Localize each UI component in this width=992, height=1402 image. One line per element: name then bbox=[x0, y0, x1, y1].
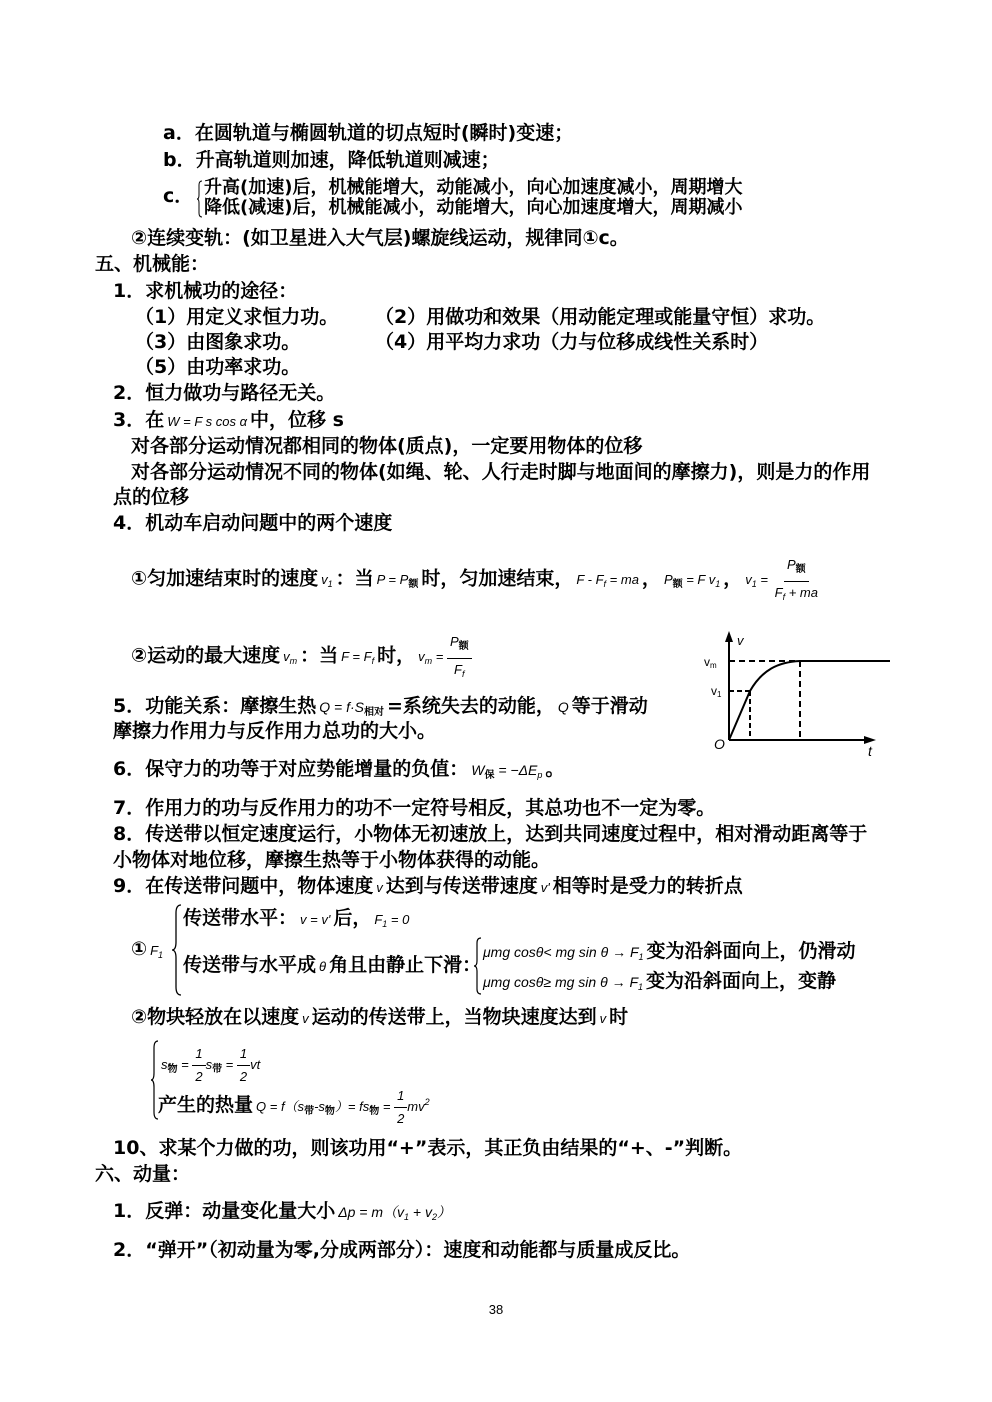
item1-pre: 1．反弹：动量变化量大小 bbox=[113, 1200, 336, 1222]
formula-conservative-work bbox=[468, 762, 545, 781]
sub: 1 bbox=[158, 950, 164, 960]
formula-vm bbox=[280, 649, 300, 667]
symbol-vt: vt bbox=[250, 1057, 261, 1072]
sub: f bbox=[603, 579, 607, 590]
horizontal-text1: 后， bbox=[333, 907, 372, 929]
origin-label: O bbox=[714, 736, 725, 752]
formula-subcase-1 bbox=[480, 944, 647, 960]
item4a-text3: ， bbox=[641, 567, 661, 590]
sub: 1 bbox=[382, 919, 388, 929]
sub: 带 bbox=[212, 1064, 223, 1075]
sub: f bbox=[461, 669, 465, 679]
formula-rest: = 0 bbox=[387, 912, 410, 927]
item9a-circle: ① bbox=[131, 938, 148, 960]
sub: p bbox=[537, 770, 543, 780]
incline-text1: 角且由静止下滑： bbox=[329, 954, 482, 976]
sub: 2 bbox=[432, 1212, 438, 1222]
section5-item10: 10、求某个力做的功，则该功用“+”表示，其正负由结果的“+、-”判断。 bbox=[113, 1137, 743, 1159]
sub: m bbox=[289, 656, 298, 667]
denominator: 2 bbox=[397, 1111, 405, 1127]
item4a-text1: ：当 bbox=[335, 567, 374, 590]
formula-newton bbox=[573, 572, 642, 590]
section5-item1: 1．求机械功的途径： bbox=[113, 280, 298, 302]
section5-item7: 7．作用力的功与反作用力的功不一定符号相反，其总功也不一定为零。 bbox=[113, 797, 716, 819]
t-axis-label: t bbox=[868, 743, 872, 759]
item9b-line bbox=[131, 1005, 628, 1031]
symbol-f: F = F bbox=[341, 649, 372, 665]
sub: 保 bbox=[484, 770, 495, 781]
fraction bbox=[447, 633, 472, 683]
section6-item2: 2．“弹开”（初动量为零,分成两部分）：速度和动能都与质量成反比。 bbox=[113, 1239, 691, 1261]
equals: = bbox=[432, 649, 447, 665]
numerator: 1 bbox=[192, 1045, 205, 1066]
formula-text: ）= fs bbox=[334, 1099, 370, 1114]
item4b-text1: ：当 bbox=[300, 644, 339, 667]
incline-subcase-1 bbox=[480, 939, 856, 969]
item4-line-a bbox=[131, 556, 824, 606]
sub: 额 bbox=[408, 579, 419, 591]
fraction bbox=[772, 556, 821, 606]
symbol-p: P bbox=[449, 634, 459, 649]
method-3: （3）由图象求功。 bbox=[135, 331, 301, 353]
sub: 带 bbox=[304, 1106, 315, 1117]
equals: = bbox=[379, 1099, 395, 1114]
equals: = bbox=[222, 1057, 237, 1072]
section5-item5-line2: 摩擦力作用力与反作用力总功的大小。 bbox=[113, 720, 437, 742]
symbol-f: F bbox=[774, 585, 783, 600]
formula-text: μmg cosθ< mg sin θ → F bbox=[483, 944, 639, 960]
formula-rest: = −ΔE bbox=[494, 762, 538, 778]
orbit-c-brace bbox=[196, 180, 202, 218]
symbol-p: P = P bbox=[376, 572, 409, 588]
sub: m bbox=[424, 656, 433, 667]
symbol-p: P bbox=[663, 572, 673, 588]
section5-item3 bbox=[113, 408, 344, 434]
item4a-text4: ， bbox=[723, 567, 743, 590]
fraction-half bbox=[237, 1045, 250, 1086]
symbol-v: v bbox=[321, 572, 328, 588]
item4a-text0: ①匀加速结束时的速度 bbox=[131, 567, 319, 590]
formula-power bbox=[661, 572, 723, 591]
item5-text2: 等于滑动 bbox=[571, 695, 648, 717]
section5-item3-line3: 对各部分运动情况不同的物体(如绳、轮、人行走时脚与地面间的摩擦力)，则是力的作用 bbox=[131, 461, 871, 483]
incline-subcase-2 bbox=[480, 969, 836, 999]
denominator bbox=[451, 659, 467, 683]
symbol-w: W bbox=[471, 762, 485, 778]
section6-item1 bbox=[113, 1199, 454, 1229]
formula-v1 bbox=[318, 572, 336, 590]
sub: 相对 bbox=[363, 707, 384, 718]
item6-text0: 6．保守力的功等于对应势能增量的负值： bbox=[113, 758, 469, 780]
sub: 物 bbox=[167, 1064, 178, 1075]
section5-item8: 8．传送带以恒定速度运行，小物体无初速放上，达到共同速度过程中，相对滑动距离等于 bbox=[113, 823, 868, 845]
section5-item2: 2．恒力做功与路径无关。 bbox=[113, 382, 336, 404]
numerator bbox=[447, 633, 472, 659]
sub: 1 bbox=[638, 952, 644, 962]
formula-momentum-change bbox=[335, 1204, 454, 1220]
formula-text: -s bbox=[314, 1099, 325, 1114]
page-number: 38 bbox=[488, 1302, 504, 1317]
formula-v-equal: v = v' bbox=[300, 912, 331, 927]
symbol-v: v bbox=[418, 649, 425, 665]
orbit-c-line2: 降低(减速)后，机械能减小，动能增大，向心加速度增大，周期减小 bbox=[204, 197, 743, 218]
formula-text: Q = f（s bbox=[256, 1099, 305, 1114]
symbol-theta: θ bbox=[319, 959, 327, 974]
symbol-f: F bbox=[454, 662, 462, 677]
v1-label bbox=[711, 684, 722, 699]
formula-text: μmg cosθ≥ mg sin θ → F bbox=[483, 974, 639, 990]
formula-force-equal bbox=[338, 649, 377, 667]
section5-heading: 五、机械能： bbox=[95, 253, 210, 275]
numerator bbox=[784, 556, 809, 582]
symbol-s: s bbox=[161, 1057, 168, 1072]
denominator: 2 bbox=[195, 1069, 203, 1085]
orbit-c-line1: 升高(加速)后，机械能增大，动能减小，向心加速度减小，周期增大 bbox=[204, 177, 743, 198]
symbol-q2: Q bbox=[557, 699, 569, 715]
item9b-text0: ②物块轻放在以速度 bbox=[131, 1006, 300, 1028]
symbol-s: s bbox=[205, 1057, 213, 1072]
orbit-b: b．升高轨道则加速，降低轨道则减速； bbox=[163, 149, 500, 171]
method-5: （5）由功率求功。 bbox=[135, 356, 301, 378]
sub: 额 bbox=[672, 579, 683, 591]
symbol-f: F - F bbox=[576, 572, 604, 588]
symbol-friction bbox=[147, 943, 166, 958]
fraction-half bbox=[192, 1045, 205, 1086]
heat-label: 产生的热量 bbox=[158, 1094, 254, 1116]
formula-heat bbox=[253, 1088, 433, 1127]
sub: f bbox=[371, 656, 375, 667]
symbol-v: v bbox=[283, 649, 290, 665]
symbol-p: P bbox=[786, 557, 796, 572]
formula-v1-fraction bbox=[742, 557, 824, 602]
formula-vm-fraction bbox=[415, 634, 475, 679]
v-axis-arrow bbox=[725, 631, 733, 642]
item9a-lead bbox=[131, 937, 166, 967]
section5-item8-line2: 小物体对地位移，摩擦生热等于小物体获得的动能。 bbox=[113, 849, 551, 871]
formula-displacement bbox=[158, 1046, 263, 1085]
section5-item9 bbox=[113, 874, 743, 900]
item9-text1: 达到与传送带速度 bbox=[385, 875, 538, 897]
item9-text0: 9．在传送带问题中，物体速度 bbox=[113, 875, 374, 897]
item4b-text2: 时， bbox=[377, 644, 416, 667]
vm-symbol: v bbox=[704, 655, 710, 669]
formula-rest: = F v bbox=[682, 572, 716, 588]
item9b-brace bbox=[150, 1040, 158, 1120]
symbol-mv: mv bbox=[407, 1099, 425, 1114]
subcase-1-text: 变为沿斜面向上，仍滑动 bbox=[646, 940, 856, 962]
sub: 1 bbox=[327, 579, 333, 590]
formula-text: + v bbox=[409, 1204, 433, 1220]
horizontal-text0: 传送带水平： bbox=[183, 907, 298, 929]
vm-sub: m bbox=[710, 661, 717, 670]
formula-friction-zero bbox=[371, 912, 412, 927]
section6-heading: 六、动量： bbox=[95, 1163, 191, 1185]
formula-friction-heat bbox=[316, 699, 387, 718]
symbol-v: v bbox=[745, 572, 752, 588]
symbol-q: Q = f·S bbox=[319, 699, 364, 715]
formula-subcase-2 bbox=[480, 974, 646, 990]
subcase-2-text: 变为沿斜面向上，变静 bbox=[646, 970, 837, 992]
v-axis-label: v bbox=[737, 633, 744, 648]
formula-text: Δp = m（v bbox=[338, 1204, 405, 1220]
equals: = bbox=[177, 1057, 193, 1072]
formula-rest: + ma bbox=[785, 585, 818, 600]
formula-text: ） bbox=[437, 1204, 452, 1220]
formula-p-rated bbox=[374, 572, 422, 591]
numerator: 1 bbox=[394, 1087, 407, 1108]
item4b-text0: ②运动的最大速度 bbox=[131, 644, 281, 667]
sub: 额 bbox=[458, 641, 469, 652]
section5-item4: 4．机动车启动问题中的两个速度 bbox=[113, 512, 393, 534]
sub: 额 bbox=[795, 564, 806, 575]
work-formula: W = F s cos α bbox=[167, 414, 248, 429]
sub: 1 bbox=[715, 579, 721, 590]
denominator bbox=[772, 582, 821, 606]
item4a-text2: 时，匀加速结束， bbox=[421, 567, 574, 590]
formula-rest: = ma bbox=[606, 572, 639, 588]
section5-item3-line4: 点的位移 bbox=[113, 486, 190, 508]
orbit-c-label: c． bbox=[163, 185, 194, 207]
item4-line-b bbox=[131, 633, 475, 683]
item3-pre: 3．在 bbox=[113, 409, 165, 431]
section5-item3-line2: 对各部分运动情况都相同的物体(质点)，一定要用物体的位移 bbox=[131, 435, 643, 457]
item9a-incline-case bbox=[183, 953, 481, 979]
sub: 1 bbox=[751, 579, 757, 590]
item9-text2: 相等时是受力的转折点 bbox=[552, 875, 743, 897]
fraction-half bbox=[394, 1087, 407, 1128]
symbol-v: v bbox=[302, 1011, 309, 1026]
velocity-curve bbox=[729, 661, 800, 740]
symbol-v-belt: v' bbox=[540, 880, 550, 895]
item5-text1: =系统失去的动能， bbox=[386, 695, 555, 717]
section5-item6 bbox=[113, 757, 564, 788]
item9b-text2: 时 bbox=[609, 1006, 629, 1028]
heat-line bbox=[158, 1083, 433, 1131]
item6-text1: 。 bbox=[545, 758, 565, 780]
numerator: 1 bbox=[237, 1045, 250, 1066]
method-4: （4）用平均力求功（力与位移成线性关系时） bbox=[375, 331, 769, 353]
sub: 1 bbox=[404, 1212, 410, 1222]
symbol-v: v bbox=[376, 880, 383, 895]
sup: 2 bbox=[424, 1097, 430, 1107]
v1-sub: 1 bbox=[717, 690, 722, 699]
orbit-continuous: ②连续变轨：(如卫星进入大气层)螺旋线运动，规律同①c。 bbox=[131, 227, 629, 249]
method-2: （2）用做功和效果（用动能定理或能量守恒）求功。 bbox=[375, 306, 826, 328]
equals: = bbox=[756, 572, 772, 588]
symbol-v: v bbox=[599, 1011, 607, 1026]
v1-symbol: v bbox=[711, 684, 717, 698]
item9a-outer-brace bbox=[171, 904, 181, 996]
item3-post: 中，位移 s bbox=[250, 409, 344, 431]
symbol-f: F bbox=[374, 912, 383, 927]
symbol-f: F bbox=[150, 943, 159, 958]
orbit-a: a．在圆轨道与椭圆轨道的切点短时(瞬时)变速； bbox=[163, 122, 574, 144]
denominator: 2 bbox=[239, 1069, 248, 1085]
sub: f bbox=[782, 592, 786, 602]
sub: 物 bbox=[324, 1106, 335, 1117]
item5-text0: 5．功能关系：摩擦生热 bbox=[113, 695, 317, 717]
method-1: （1）用定义求恒力功。 bbox=[135, 306, 339, 328]
incline-text0: 传送带与水平成 bbox=[183, 954, 317, 976]
velocity-time-graph bbox=[700, 628, 895, 765]
vm-label bbox=[704, 655, 717, 670]
item9b-text1: 运动的传送带上，当物块速度达到 bbox=[311, 1006, 597, 1028]
sub: 1 bbox=[638, 982, 644, 992]
item9a-horizontal-case bbox=[183, 906, 412, 936]
sub: 物 bbox=[369, 1106, 380, 1117]
